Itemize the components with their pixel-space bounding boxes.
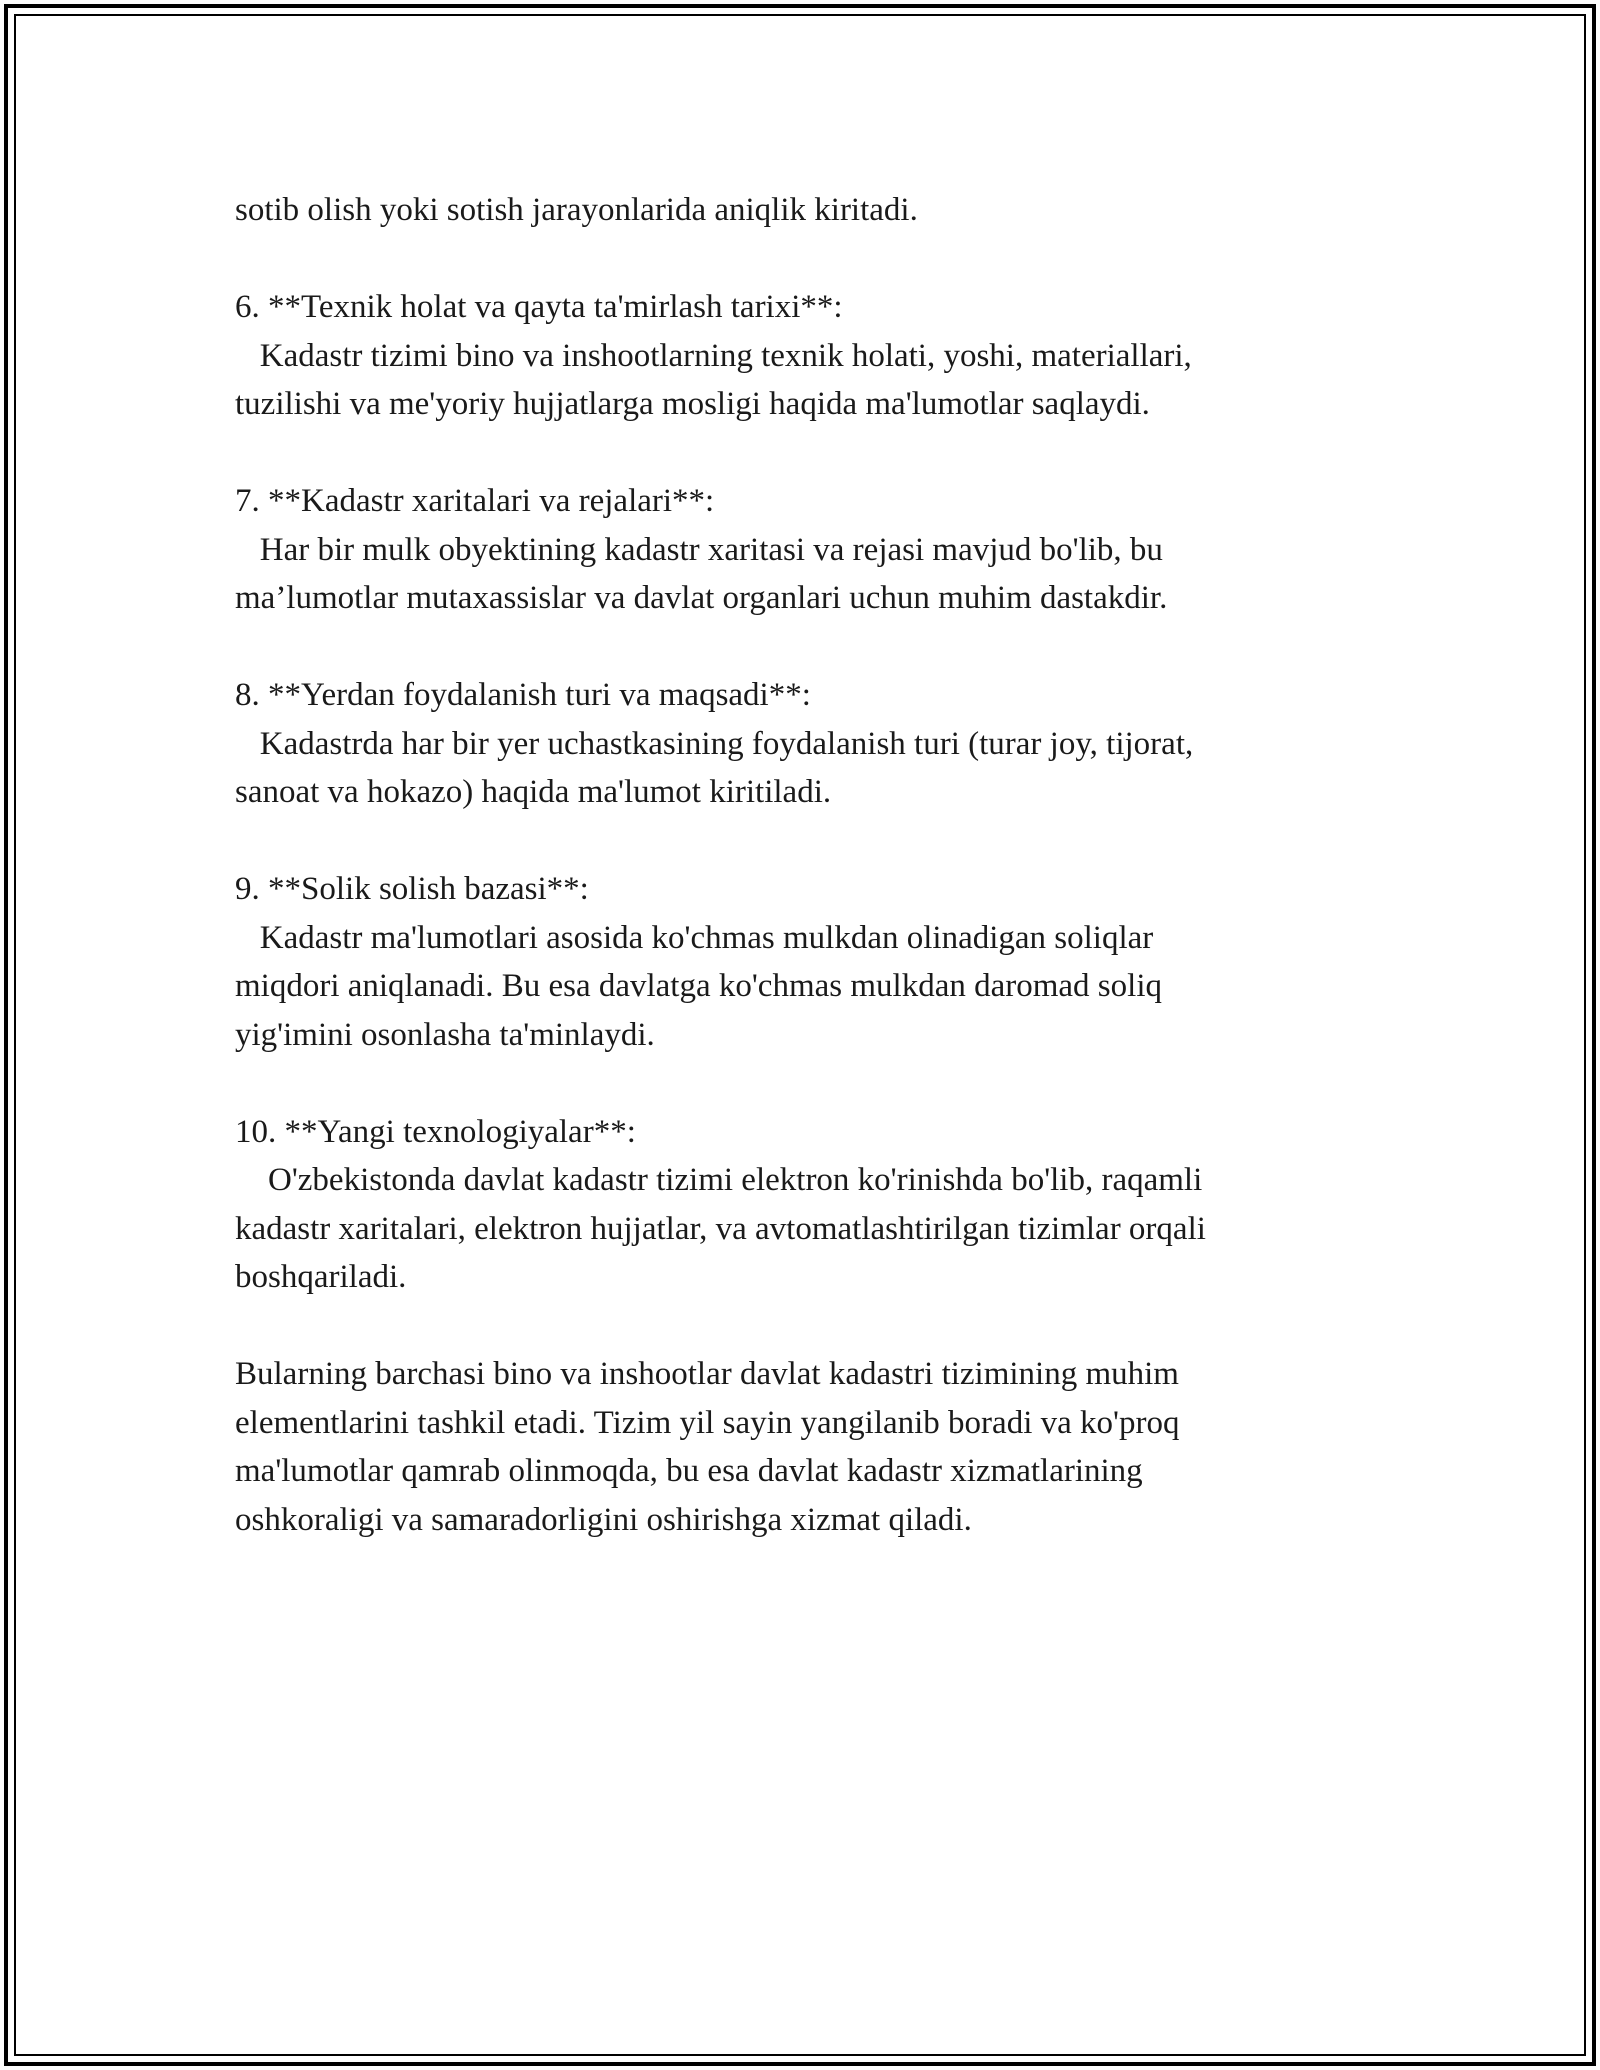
conclusion-line: Bularning barchasi bino va inshootlar davlat kadastri tizimining muhim (235, 1356, 1179, 1392)
text-line: boshqariladi. (235, 1259, 407, 1295)
text-line: ma’lumotlar mutaxassislar va davlat organlari uchun muhim dastakdir. (235, 580, 1168, 616)
text-line: tuzilishi va me'yoriy hujjatlarga mosligi haqida ma'lumotlar saqlaydi. (235, 386, 1150, 422)
blank-line (235, 817, 1365, 866)
section-heading-9: 9. **Solik solish bazasi**: (235, 871, 589, 907)
conclusion-line: ma'lumotlar qamrab olinmoqda, bu esa davlat kadastr xizmatlarining (235, 1453, 1143, 1489)
blank-line (235, 429, 1365, 478)
text-line: miqdori aniqlanadi. Bu esa davlatga ko'chmas mulkdan daromad soliq (235, 968, 1162, 1004)
section-heading-8: 8. **Yerdan foydalanish turi va maqsadi**: (235, 677, 811, 713)
text-line: Har bir mulk obyektining kadastr xaritasi va rejasi mavjud bo'lib, bu (235, 531, 1163, 568)
section-heading-6: 6. **Texnik holat va qayta ta'mirlash tarixi**: (235, 289, 843, 325)
text-line: sotib olish yoki sotish jarayonlarida aniqlik kiritadi. (235, 192, 918, 228)
text-line: kadastr xaritalari, elektron hujjatlar, va avtomatlashtirilgan tizimlar orqali (235, 1210, 1206, 1247)
text-line: Kadastrda har bir yer uchastkasining foydalanish turi (turar joy, tijorat, (235, 725, 1194, 762)
conclusion-line: oshkoraligi va samaradorligini oshirishga xizmat qiladi. (235, 1501, 972, 1538)
text-line: yig'imini osonlasha ta'minlaydi. (235, 1016, 655, 1053)
blank-line (235, 623, 1365, 672)
text-line: Kadastr tizimi bino va inshootlarning texnik holati, yoshi, materiallari, (235, 337, 1192, 374)
section-heading-10: 10. **Yangi texnologiyalar**: (235, 1113, 636, 1150)
blank-line (235, 1302, 1365, 1351)
section-heading-7: 7. **Kadastr xaritalari va rejalari**: (235, 483, 715, 519)
blank-line (235, 235, 1365, 284)
text-line: O'zbekistonda davlat kadastr tizimi elektron ko'rinishda bo'lib, raqamli (235, 1162, 1203, 1198)
text-line: sanoat va hokazo) haqida ma'lumot kiritiladi. (235, 774, 832, 810)
document-body (235, 186, 1365, 1544)
text-line: Kadastr ma'lumotlari asosida ko'chmas mulkdan olinadigan soliqlar (235, 919, 1154, 956)
conclusion-line: elementlarini tashkil etadi. Tizim yil sayin yangilanib boradi va ko'proq (235, 1404, 1180, 1441)
blank-line (235, 1059, 1365, 1108)
